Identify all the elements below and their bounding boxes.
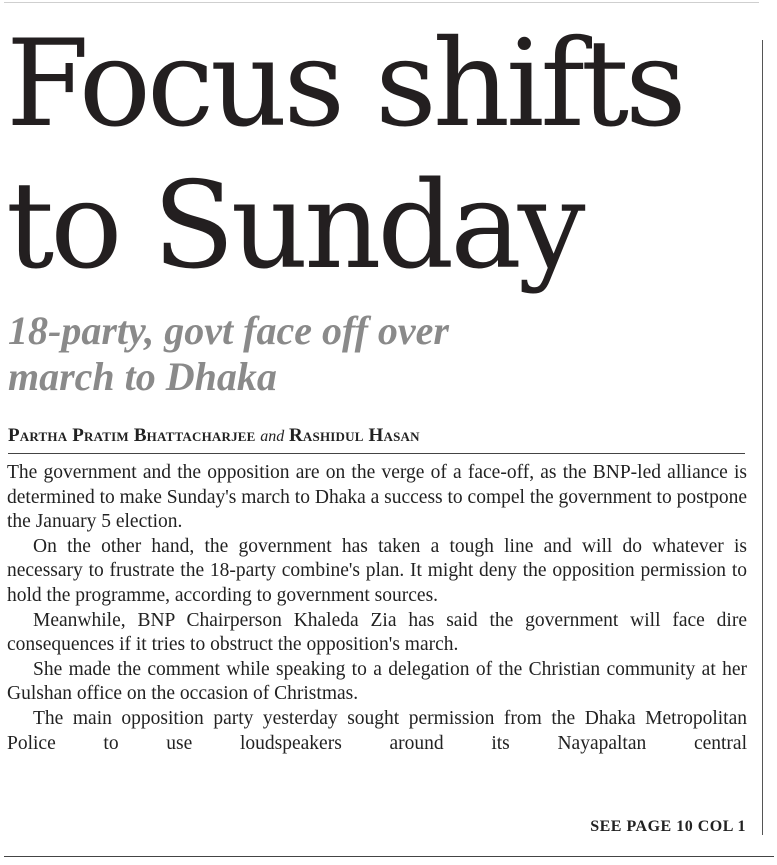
byline-and: and — [260, 428, 285, 445]
author-1: Partha Pratim Bhattacharjee — [8, 425, 256, 446]
headline-line-1: Focus shifts — [6, 15, 683, 154]
paragraph: On the other hand, the government has taken a tough line and will do whatever is necessary to frustrate the 18-party combine's plan. It might deny the opposition permission to hold the programme, according to government sources. — [7, 535, 747, 606]
paragraph: She made the comment while speaking to a delegation of the Christian community at her Gulshan office on the occasion of Christmas. — [7, 658, 747, 705]
top-rule — [4, 2, 759, 3]
byline — [8, 424, 745, 454]
paragraph: Meanwhile, BNP Chairperson Khaleda Zia has said the government will face dire consequences if it tries to obstruct the opposition's march. — [7, 609, 747, 656]
paragraph: The government and the opposition are on the verge of a face-off, as the BNP-led alliance is determined to make Sunday's march to Dhaka a success to compel the government to postpone the January 5 election. — [7, 462, 747, 533]
column-rule — [762, 40, 763, 835]
subhead-line-1: 18-party, govt face off over — [8, 308, 449, 353]
continuation-jump: SEE PAGE 10 COL 1 — [590, 818, 746, 835]
article-body — [7, 461, 747, 756]
author-2: Rashidul Hasan — [289, 425, 420, 446]
paragraph: The main opposition party yesterday sought permission from the Dhaka Metropolitan Police to use loudspeakers around its Nayapaltan central — [7, 707, 747, 754]
headline-line-2: to Sunday — [6, 157, 582, 296]
subhead-line-2: march to Dhaka — [8, 354, 277, 399]
headline — [6, 14, 756, 298]
subheadline — [8, 308, 753, 400]
bottom-rule — [4, 856, 774, 857]
